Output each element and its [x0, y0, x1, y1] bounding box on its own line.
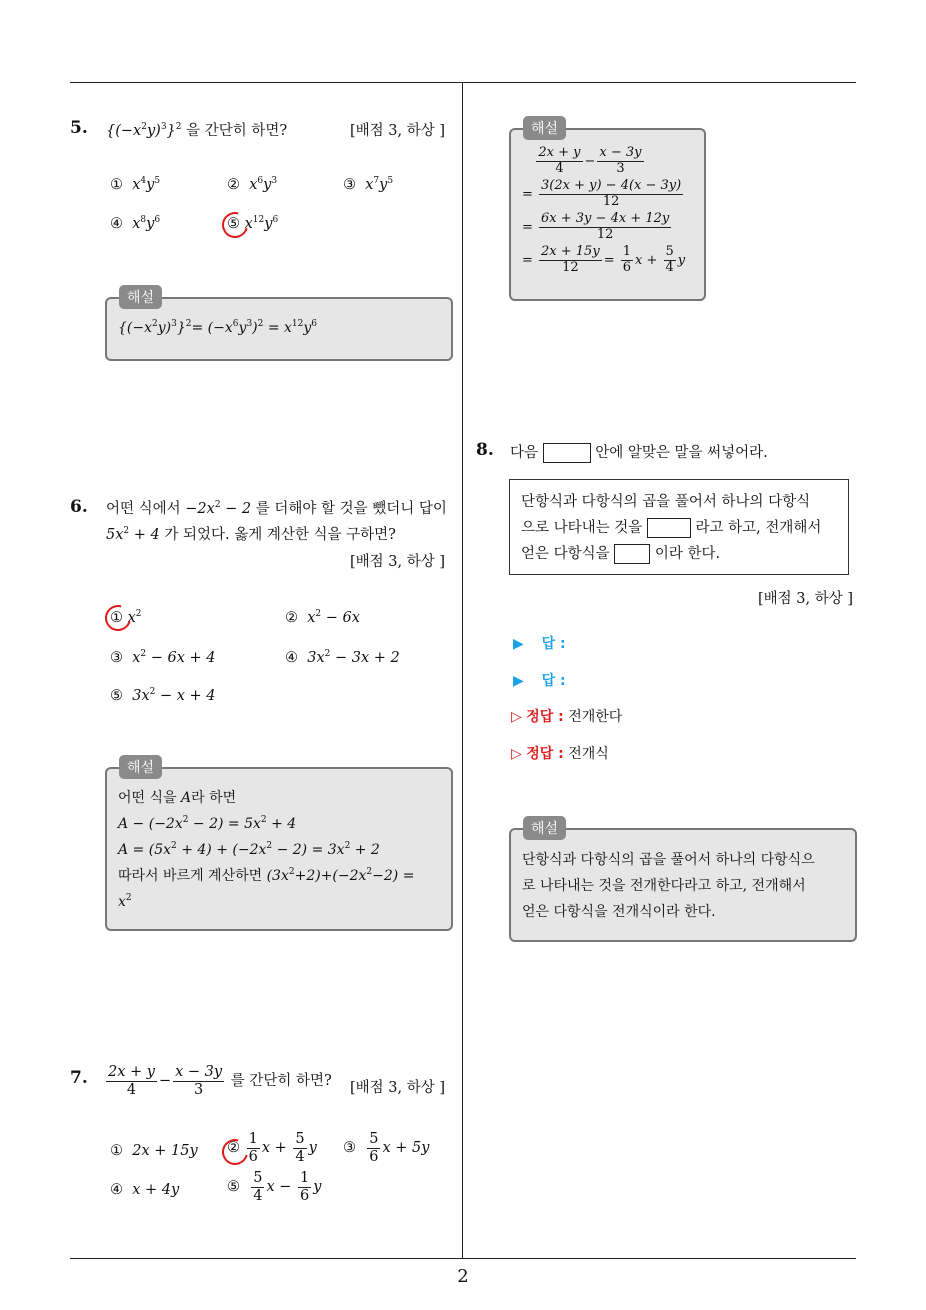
q6-score: [배점 3, 하상 ]: [350, 554, 446, 570]
q8-number: 8.: [476, 440, 494, 460]
q6-sol-line3: $A = (5x^2 + 4) + (-2x^2 - 2) = 3x^2 + 2$: [118, 841, 380, 858]
q8-blank-2[interactable]: [614, 544, 650, 564]
q5-choice-5[interactable]: ⑤ $x^{12}y^6$: [227, 215, 279, 232]
q6-line1: 어떤 식에서 $-2x^2 - 2$ 를 더해야 할 것을 뺐더니 답이: [106, 500, 447, 517]
q8-sol-line2: 로 나타내는 것을 전개한다라고 하고, 전개해서: [522, 878, 806, 894]
q6-choice-4[interactable]: ④ $3x^2 - 3x + 2$: [285, 649, 400, 666]
play-icon: ▶: [513, 636, 524, 652]
q6-sol-line2: $A - (-2x^2 - 2) = 5x^2 + 4$: [118, 815, 297, 832]
column-divider: [462, 82, 463, 1258]
q8-box-line3: 얻은 다항식을 이라 한다.: [521, 546, 721, 562]
q5-solution-text: $\{(-x^2y)^3\}^2= (-x^6y^3)^2 = x^{12}y^6$: [118, 319, 318, 336]
q8-box-line2: 으로 나타내는 것을 라고 하고, 전개해서: [521, 520, 822, 536]
q7-expression: $\frac{2x + y}{4}$ − $\frac{x - 3y}{3}$ 를 간단히 하면?: [108, 1064, 332, 1098]
q7-solution-text: [522, 146, 685, 276]
q7-solution-tag: 해설: [523, 116, 566, 140]
q7-choice-1[interactable]: ① 2x + 15y: [110, 1143, 198, 1159]
q7-choice-5[interactable]: ⑤ $\frac{5}{4}$ x − $\frac{1}{6}$ y: [227, 1170, 322, 1204]
q6-line2: $5x^2 + 4$ 가 되었다. 옳게 계산한 식을 구하면?: [106, 526, 396, 543]
q7-choice-3[interactable]: ③ $\frac{5}{6}$ x + 5y: [343, 1131, 430, 1165]
q6-choice-2[interactable]: ② $x^2 - 6x$: [285, 609, 360, 626]
q7-choice-4[interactable]: ④ x + 4y: [110, 1182, 180, 1198]
q8-solution-text: [522, 847, 815, 925]
q6-number: 6.: [70, 497, 88, 517]
q7-score: [배점 3, 하상 ]: [350, 1080, 446, 1096]
q8-sol-line3: 얻은 다항식을 전개식이라 한다.: [522, 904, 716, 920]
q7-choice-2[interactable]: ② $\frac{1}{6}$ x + $\frac{5}{4}$ y: [227, 1131, 317, 1165]
q5-answer-mark: [217, 207, 253, 243]
q5-choice-1[interactable]: ① $x^4y^5$: [110, 176, 161, 193]
q6-sol-line4: 따라서 바르게 계산하면 $(3x^2+2)+(-2x^2-2)$ =: [118, 867, 415, 884]
page-number: 2: [457, 1266, 469, 1287]
q6-sol-line1: 어떤 식을 A라 하면: [118, 790, 237, 806]
bottom-rule: [70, 1258, 856, 1259]
top-rule: [70, 82, 856, 83]
play-icon: ▶: [513, 673, 524, 689]
q7-sol-line1: $\frac{2x + y}{4}$ − $\frac{x - 3y}{3}$: [538, 145, 642, 176]
q8-box-line1: 단항식과 다항식의 곱을 풀어서 하나의 다항식: [521, 494, 811, 510]
q5-prompt: 을 간단히 하면?: [186, 123, 288, 139]
q8-prompt: 다음 안에 알맞은 말을 써넣어라.: [510, 445, 768, 461]
q6-choice-3[interactable]: ③ $x^2 - 6x + 4$: [110, 649, 216, 666]
q5-expression: $\{(-x^2y)^3\}^2$ 을 간단히 하면?: [106, 122, 288, 139]
triangle-outline-icon: ▷: [511, 746, 522, 762]
q7-sol-line4: = $\frac{2x + 15y}{12}$ = $\frac{1}{6}$ x + $\frac{5}{4}$ y: [522, 243, 686, 275]
q6-choice-1[interactable]: ① $x^2$: [110, 609, 142, 626]
q8-solution-tag: 해설: [523, 816, 566, 840]
q5-choice-4[interactable]: ④ $x^8y^6$: [110, 215, 161, 232]
q6-choice-5[interactable]: ⑤ $3x^2 - x + 4$: [110, 687, 216, 704]
q8-correct-2: ▷ 정답 : 전개식: [511, 746, 609, 762]
q5-choice-2[interactable]: ② $x^6y^3$: [227, 176, 278, 193]
q6-answer-mark: [100, 600, 136, 636]
q8-answer-1[interactable]: ▶ 답 :: [513, 636, 566, 652]
q7-sol-line3: = $\frac{6x + 3y - 4x + 12y}{12}$: [522, 210, 670, 242]
q8-blank-1[interactable]: [647, 518, 691, 538]
q7-prompt: 를 간단히 하면?: [230, 1073, 332, 1090]
q6-solution-tag: 해설: [119, 755, 162, 779]
q8-correct-1: ▷ 정답 : 전개한다: [511, 709, 623, 725]
q6-sol-line5: $x^2$: [118, 893, 132, 910]
q8-answer-2[interactable]: ▶ 답 :: [513, 673, 566, 689]
q5-solution-tag: 해설: [119, 285, 162, 309]
triangle-outline-icon: ▷: [511, 709, 522, 725]
q8-score: [배점 3, 하상 ]: [758, 591, 854, 607]
q7-number: 7.: [70, 1068, 88, 1088]
q6-solution-text: [118, 785, 448, 915]
q8-prompt-blank: [543, 443, 591, 463]
q7-sol-line2: = $\frac{3(2x + y) - 4(x - 3y)}{12}$: [522, 177, 682, 209]
q8-sol-line1: 단항식과 다항식의 곱을 풀어서 하나의 다항식으: [522, 852, 815, 868]
q5-number: 5.: [70, 118, 88, 138]
q5-choice-3[interactable]: ③ $x^7y^5$: [343, 176, 394, 193]
q5-score: [배점 3, 하상 ]: [350, 123, 446, 139]
